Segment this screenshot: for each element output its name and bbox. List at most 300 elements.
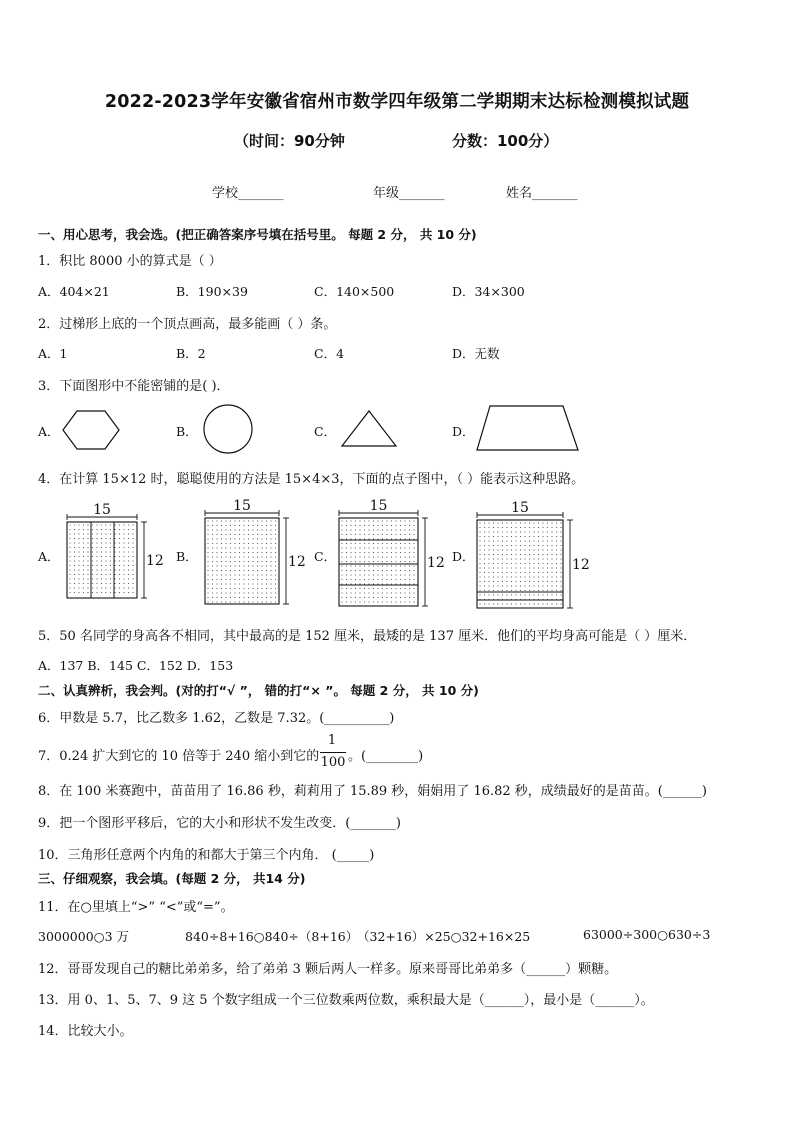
- dot: [355, 525, 356, 526]
- dot: [551, 558, 552, 559]
- dot: [488, 563, 489, 564]
- dot: [341, 543, 342, 544]
- dot: [368, 556, 369, 557]
- dot: [538, 581, 539, 582]
- dot: [368, 574, 369, 575]
- dot: [542, 554, 543, 555]
- dot: [413, 543, 414, 544]
- dot: [493, 549, 494, 550]
- dot: [212, 601, 213, 602]
- dot: [78, 574, 79, 575]
- dot: [248, 583, 249, 584]
- dot: [83, 574, 84, 575]
- dot: [341, 588, 342, 589]
- question-8: 8．在 100 米赛跑中，苗苗用了 16.86 秒，莉莉用了 15.89 秒，娟娟用了 16.82 秒，成绩最好的是苗苗。(______): [38, 784, 707, 799]
- dot: [533, 527, 534, 528]
- dot: [234, 574, 235, 575]
- dot: [382, 525, 383, 526]
- dot: [87, 529, 88, 530]
- dot: [257, 592, 258, 593]
- dot: [400, 601, 401, 602]
- dot: [87, 556, 88, 557]
- dot: [364, 574, 365, 575]
- dot: [243, 529, 244, 530]
- dot: [252, 520, 253, 521]
- dot: [119, 560, 120, 561]
- dot: [212, 579, 213, 580]
- dot: [479, 590, 480, 591]
- question-3: 3．下面图形中不能密铺的是( )．: [38, 379, 230, 394]
- dot: [529, 581, 530, 582]
- dot: [266, 538, 267, 539]
- dot: [488, 590, 489, 591]
- dot: [502, 563, 503, 564]
- dot: [359, 552, 360, 553]
- dot: [225, 520, 226, 521]
- dot: [78, 583, 79, 584]
- dot: [266, 556, 267, 557]
- dot: [83, 529, 84, 530]
- dot: [92, 574, 93, 575]
- dot: [502, 527, 503, 528]
- dot: [101, 533, 102, 534]
- dot: [110, 547, 111, 548]
- dot: [382, 597, 383, 598]
- dot: [207, 520, 208, 521]
- dot: [96, 560, 97, 561]
- dot: [400, 520, 401, 521]
- dot: [123, 578, 124, 579]
- dot: [119, 542, 120, 543]
- dot: [74, 565, 75, 566]
- dot: [87, 538, 88, 539]
- dot: [83, 556, 84, 557]
- dot: [212, 552, 213, 553]
- dot: [359, 547, 360, 548]
- dot: [110, 542, 111, 543]
- dot: [243, 597, 244, 598]
- dot: [252, 556, 253, 557]
- dot: [105, 583, 106, 584]
- dot: [350, 552, 351, 553]
- dot: [119, 587, 120, 588]
- dot: [497, 554, 498, 555]
- dot: [511, 576, 512, 577]
- dot: [87, 587, 88, 588]
- dot: [400, 543, 401, 544]
- dot: [230, 588, 231, 589]
- dot: [529, 522, 530, 523]
- dot: [556, 554, 557, 555]
- dot: [484, 581, 485, 582]
- dot: [87, 524, 88, 525]
- dot: [364, 543, 365, 544]
- dot: [346, 552, 347, 553]
- dot: [551, 603, 552, 604]
- dot: [83, 583, 84, 584]
- dot: [92, 592, 93, 593]
- dot: [248, 579, 249, 580]
- width-label: 15: [93, 502, 111, 518]
- dot: [87, 560, 88, 561]
- dot: [87, 547, 88, 548]
- dot: [114, 578, 115, 579]
- dot: [270, 583, 271, 584]
- dot: [221, 570, 222, 571]
- dot: [74, 574, 75, 575]
- dot: [225, 597, 226, 598]
- dot: [368, 547, 369, 548]
- dot: [377, 547, 378, 548]
- dot: [560, 603, 561, 604]
- dot: [515, 531, 516, 532]
- dot: [128, 538, 129, 539]
- dot: [524, 567, 525, 568]
- dot: [542, 531, 543, 532]
- fraction-bar: [320, 752, 346, 753]
- dot: [368, 579, 369, 580]
- dot: [248, 565, 249, 566]
- dot: [404, 597, 405, 598]
- dot: [78, 533, 79, 534]
- dot: [359, 565, 360, 566]
- dot: [266, 597, 267, 598]
- dot: [216, 547, 217, 548]
- dot: [502, 558, 503, 559]
- dot: [533, 581, 534, 582]
- dot: [551, 585, 552, 586]
- dot: [346, 534, 347, 535]
- dot: [123, 538, 124, 539]
- dot: [511, 594, 512, 595]
- dot: [270, 552, 271, 553]
- dot: [377, 538, 378, 539]
- dot: [409, 583, 410, 584]
- dot: [105, 529, 106, 530]
- dot: [350, 538, 351, 539]
- dot: [128, 533, 129, 534]
- dot: [101, 565, 102, 566]
- dot: [128, 524, 129, 525]
- dot: [275, 565, 276, 566]
- dot: [216, 601, 217, 602]
- dot: [382, 538, 383, 539]
- dot: [266, 543, 267, 544]
- dot: [359, 570, 360, 571]
- dot: [404, 588, 405, 589]
- dot: [230, 601, 231, 602]
- dot: [359, 520, 360, 521]
- dot: [502, 603, 503, 604]
- dot: [520, 581, 521, 582]
- dot: [538, 536, 539, 537]
- dot: [488, 603, 489, 604]
- dot: [132, 529, 133, 530]
- dot: [404, 552, 405, 553]
- dot: [409, 525, 410, 526]
- dot: [377, 565, 378, 566]
- dot: [216, 538, 217, 539]
- dot: [382, 574, 383, 575]
- dot: [355, 538, 356, 539]
- dot: [128, 587, 129, 588]
- dot: [132, 551, 133, 552]
- dot: [207, 529, 208, 530]
- dot: [78, 538, 79, 539]
- dot: [341, 565, 342, 566]
- dot: [74, 583, 75, 584]
- dot: [524, 527, 525, 528]
- dot: [128, 574, 129, 575]
- dot: [225, 592, 226, 593]
- dot: [243, 588, 244, 589]
- dot: [207, 601, 208, 602]
- dot: [488, 522, 489, 523]
- dot: [234, 565, 235, 566]
- dot: [497, 545, 498, 546]
- dot: [270, 525, 271, 526]
- dot: [234, 556, 235, 557]
- dot: [502, 581, 503, 582]
- dot: [230, 543, 231, 544]
- dot: [524, 558, 525, 559]
- dot: [373, 597, 374, 598]
- grade-field[interactable]: 年级_______: [373, 186, 445, 201]
- dot: [556, 545, 557, 546]
- dot: [556, 572, 557, 573]
- dot: [515, 567, 516, 568]
- dot: [511, 572, 512, 573]
- dot: [409, 565, 410, 566]
- dot: [234, 547, 235, 548]
- dot: [101, 560, 102, 561]
- dot: [105, 587, 106, 588]
- dot: [493, 581, 494, 582]
- dot: [212, 565, 213, 566]
- dot: [110, 533, 111, 534]
- dot: [123, 583, 124, 584]
- dot: [248, 556, 249, 557]
- dot: [74, 560, 75, 561]
- dot: [497, 540, 498, 541]
- dot: [105, 565, 106, 566]
- dot: [391, 525, 392, 526]
- dot: [560, 531, 561, 532]
- dot: [243, 538, 244, 539]
- dot: [391, 529, 392, 530]
- dot: [373, 534, 374, 535]
- dot: [221, 525, 222, 526]
- dot: [511, 531, 512, 532]
- dot: [377, 601, 378, 602]
- total-score: 分数：100分）: [452, 132, 559, 150]
- dot: [547, 536, 548, 537]
- dot: [364, 565, 365, 566]
- dot: [520, 527, 521, 528]
- dot: [105, 538, 106, 539]
- dot: [506, 522, 507, 523]
- dot: [266, 525, 267, 526]
- dot: [234, 552, 235, 553]
- dot: [506, 531, 507, 532]
- dot: [225, 552, 226, 553]
- dot: [257, 556, 258, 557]
- dot: [239, 565, 240, 566]
- dot: [83, 538, 84, 539]
- dot: [404, 565, 405, 566]
- name-field[interactable]: 姓名_______: [506, 186, 578, 201]
- question-7-text: 7．0.24 扩大到它的 10 倍等于 240 缩小到它的: [38, 749, 320, 764]
- dot: [114, 533, 115, 534]
- school-field[interactable]: 学校_______: [212, 186, 284, 201]
- dot: [529, 545, 530, 546]
- dot: [350, 529, 351, 530]
- dot: [207, 525, 208, 526]
- dot: [395, 583, 396, 584]
- dot: [341, 579, 342, 580]
- q2-option-b: B．2: [176, 346, 206, 361]
- dot: [533, 522, 534, 523]
- dot: [110, 578, 111, 579]
- dot: [346, 556, 347, 557]
- dot: [484, 603, 485, 604]
- dot: [515, 554, 516, 555]
- dot: [560, 594, 561, 595]
- q3-option-b: B．: [176, 424, 198, 439]
- section-2-heading: 二、认真辨析，我会判。(对的打“√ ”， 错的打“× ”。 每题 2 分， 共 10 分): [38, 683, 479, 698]
- dot: [261, 583, 262, 584]
- dot: [252, 552, 253, 553]
- dot: [502, 594, 503, 595]
- dot: [359, 579, 360, 580]
- dot: [511, 558, 512, 559]
- dot: [96, 538, 97, 539]
- dot: [373, 525, 374, 526]
- dot: [243, 565, 244, 566]
- dot: [556, 558, 557, 559]
- dot: [346, 561, 347, 562]
- dot: [497, 603, 498, 604]
- dot: [529, 554, 530, 555]
- dot: [114, 529, 115, 530]
- dot: [346, 565, 347, 566]
- dot: [497, 536, 498, 537]
- dot: [261, 520, 262, 521]
- dot: [266, 583, 267, 584]
- dot: [542, 545, 543, 546]
- dot: [547, 540, 548, 541]
- dot: [83, 542, 84, 543]
- dot: [409, 547, 410, 548]
- dot: [413, 538, 414, 539]
- dot: [413, 520, 414, 521]
- question-13: 13．用 0、1、5、7、9 这 5 个数字组成一个三位数乘两位数，乘积最大是（______），最小是（______）。: [38, 993, 654, 1008]
- dot: [96, 587, 97, 588]
- dot: [368, 552, 369, 553]
- dot: [524, 536, 525, 537]
- dot: [270, 570, 271, 571]
- dot: [78, 569, 79, 570]
- dot: [560, 572, 561, 573]
- dot: [261, 570, 262, 571]
- dot: [542, 572, 543, 573]
- dot: [359, 538, 360, 539]
- dot: [395, 565, 396, 566]
- dot: [391, 601, 392, 602]
- dot: [520, 531, 521, 532]
- dot: [78, 542, 79, 543]
- dot: [511, 590, 512, 591]
- dot: [221, 529, 222, 530]
- dot: [78, 578, 79, 579]
- dot: [533, 545, 534, 546]
- dot: [132, 592, 133, 593]
- dot: [275, 588, 276, 589]
- dot: [216, 543, 217, 544]
- dot: [377, 574, 378, 575]
- dot: [506, 594, 507, 595]
- dot: [261, 588, 262, 589]
- dot: [257, 543, 258, 544]
- dot: [529, 563, 530, 564]
- dot: [275, 601, 276, 602]
- dot: [506, 554, 507, 555]
- dot: [560, 590, 561, 591]
- dot: [373, 592, 374, 593]
- dot: [529, 527, 530, 528]
- dot: [529, 540, 530, 541]
- dot: [515, 527, 516, 528]
- dot: [230, 547, 231, 548]
- dot: [520, 536, 521, 537]
- dot: [270, 547, 271, 548]
- dot: [373, 579, 374, 580]
- dot: [239, 534, 240, 535]
- dot: [212, 556, 213, 557]
- dot: [373, 552, 374, 553]
- dot: [207, 552, 208, 553]
- dot: [216, 529, 217, 530]
- dot: [484, 594, 485, 595]
- dot: [87, 565, 88, 566]
- dot: [364, 525, 365, 526]
- dot: [270, 538, 271, 539]
- dot: [409, 534, 410, 535]
- dot: [92, 583, 93, 584]
- dot: [114, 574, 115, 575]
- dot: [386, 543, 387, 544]
- q4-option-d: D．: [452, 549, 475, 564]
- dot: [400, 556, 401, 557]
- dot: [524, 545, 525, 546]
- dot: [216, 552, 217, 553]
- dot: [404, 561, 405, 562]
- dot: [83, 578, 84, 579]
- dot: [538, 554, 539, 555]
- dot: [239, 597, 240, 598]
- dot: [395, 570, 396, 571]
- dot: [413, 565, 414, 566]
- dot: [551, 563, 552, 564]
- dot: [524, 603, 525, 604]
- dot: [524, 581, 525, 582]
- dot: [243, 561, 244, 562]
- dot: [368, 543, 369, 544]
- dot: [551, 527, 552, 528]
- dot: [212, 547, 213, 548]
- section-1-heading: 一、用心思考，我会选。(把正确答案序号填在括号里。 每题 2 分， 共 10 分): [38, 227, 477, 242]
- dot: [520, 554, 521, 555]
